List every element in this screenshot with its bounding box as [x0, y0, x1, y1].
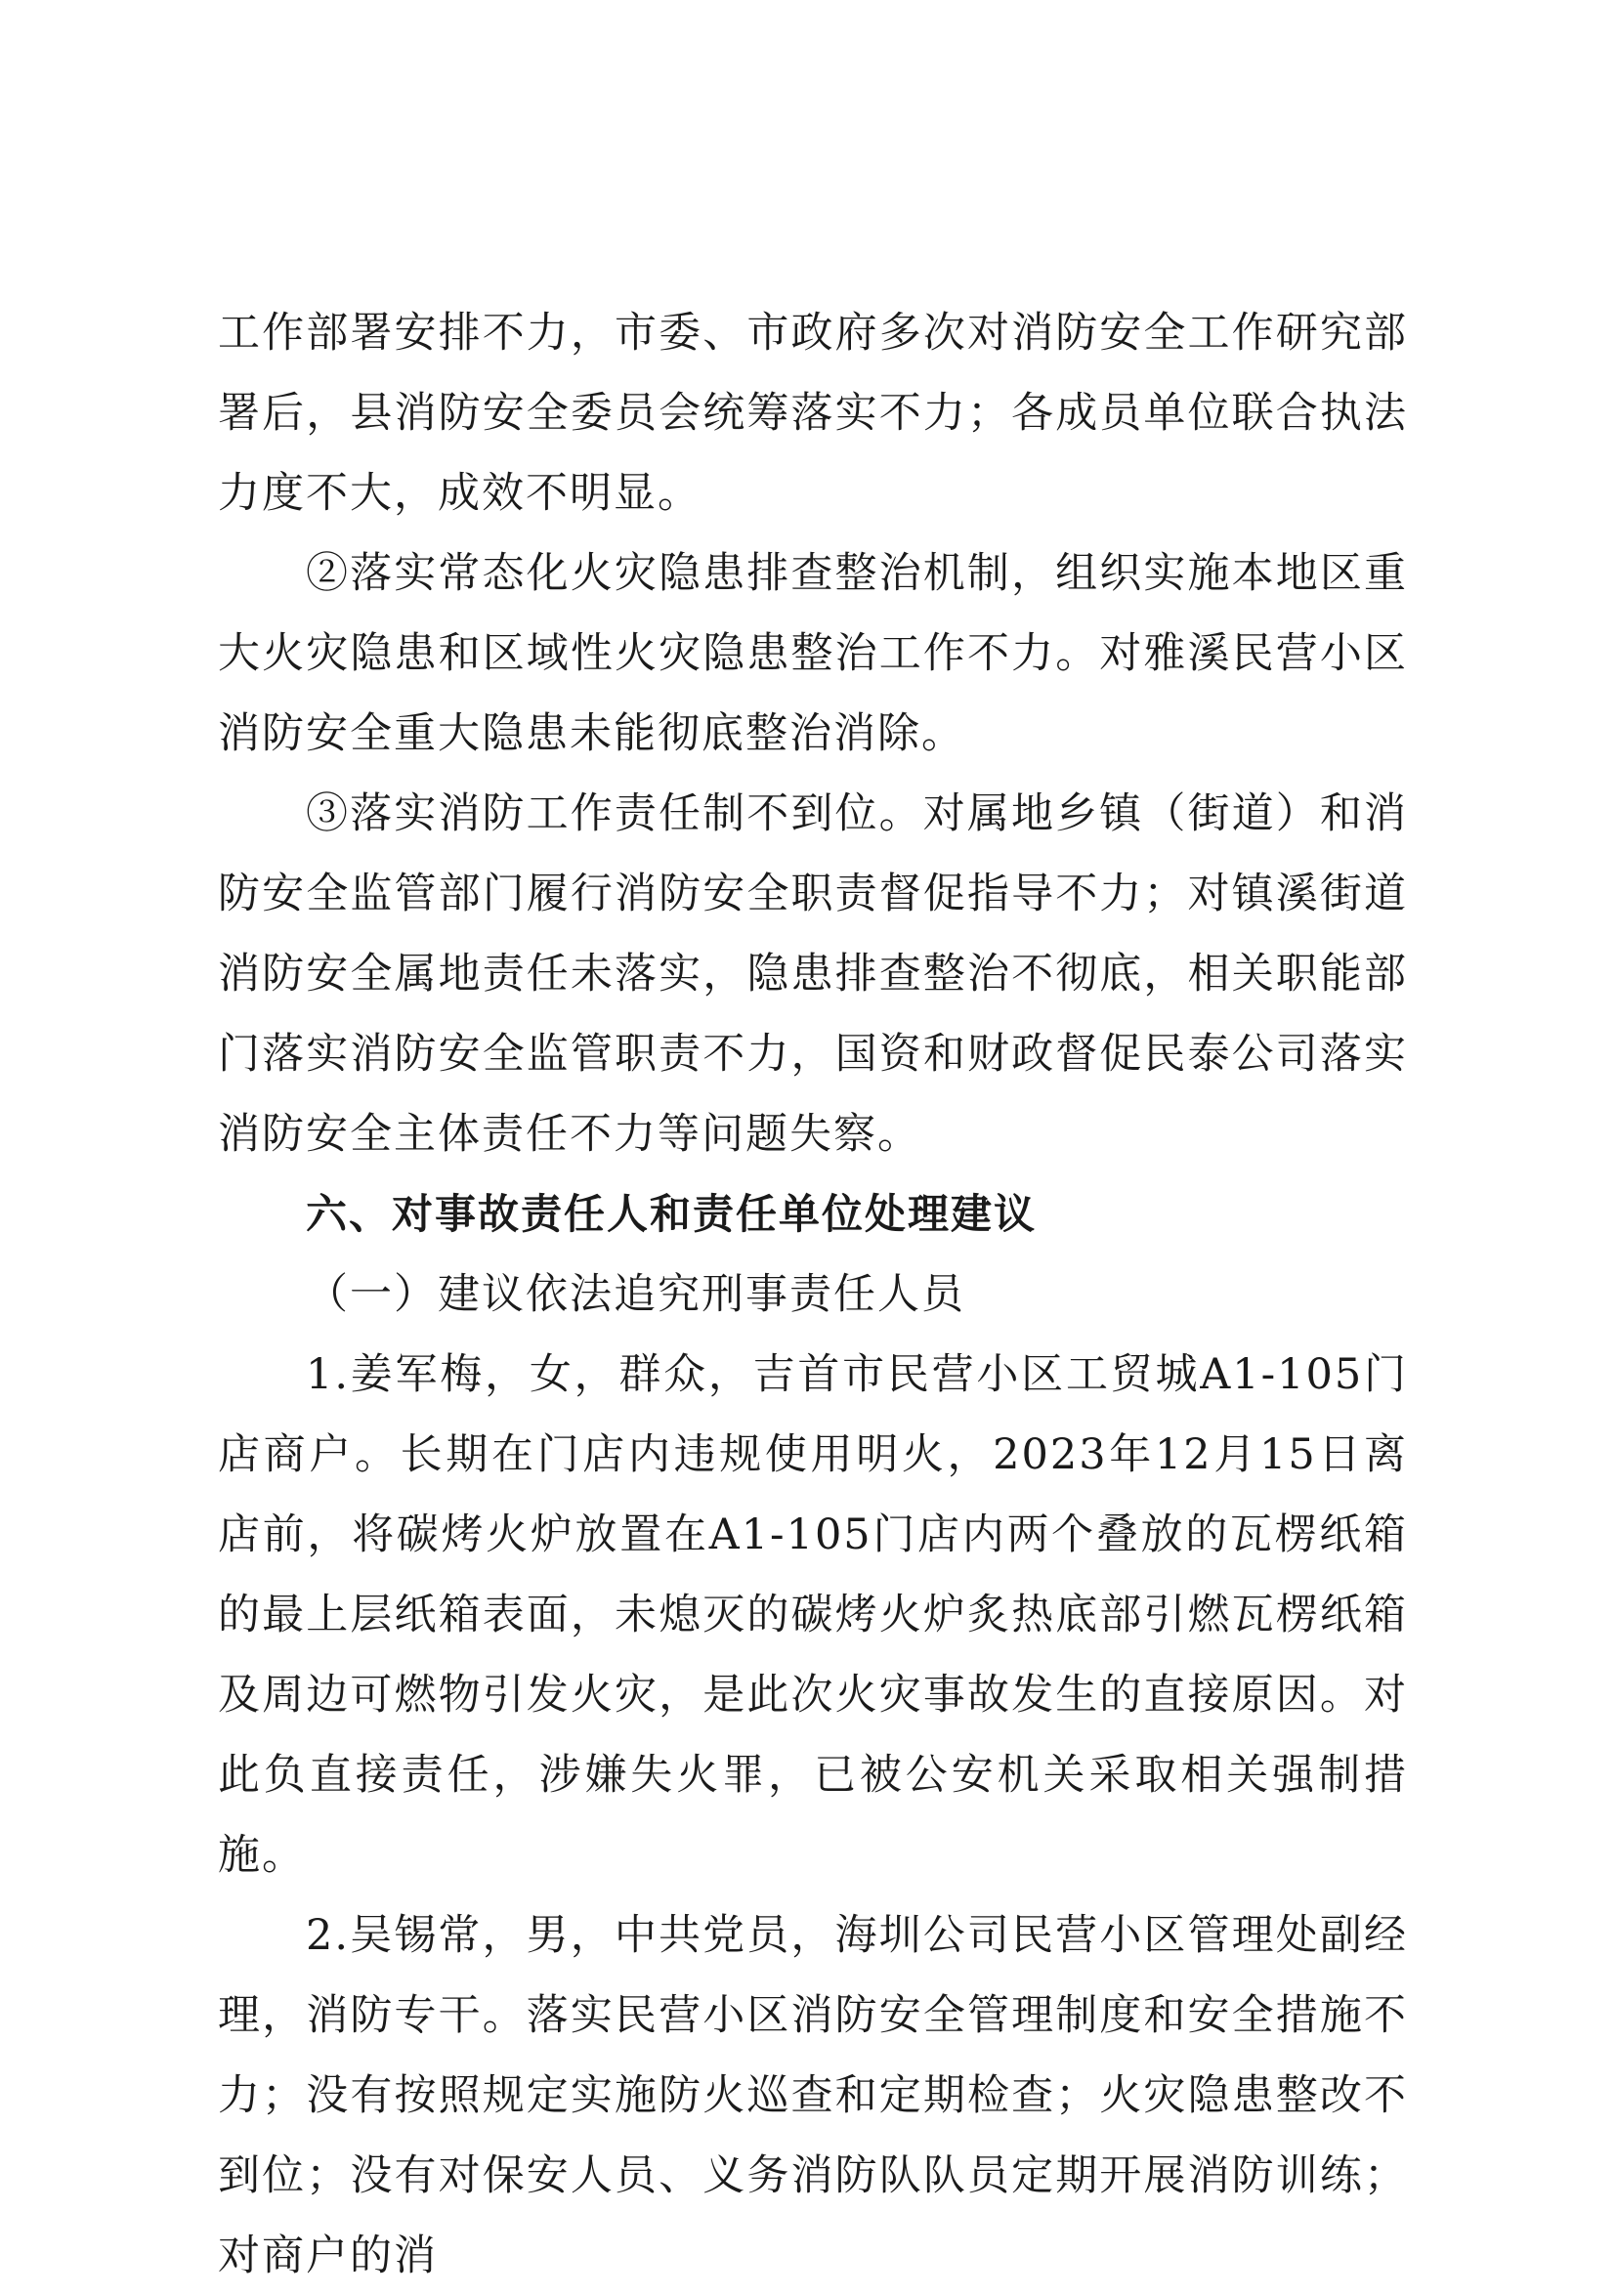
paragraph-item-3: ③落实消防工作责任制不到位。对属地乡镇（街道）和消防安全监管部门履行消防安全职责督促指导不力；对镇溪街道消防安全属地责任未落实，隐患排查整治不彻底，相关职能部门落实消防安全监管职责不力，国资和财政督促民泰公司落实消防安全主体责任不力等问题失察。: [218, 789, 1408, 1159]
section-heading: 六、对事故责任人和责任单位处理建议: [306, 1190, 1038, 1238]
paragraph-continuation: 工作部署安排不力，市委、市政府多次对消防安全工作研究部署后，县消防安全委员会统筹落实不力；各成员单位联合执法力度不大，成效不明显。: [218, 309, 1408, 518]
paragraph-person-2: 2.吴锡常，男，中共党员，海圳公司民营小区管理处副经理，消防专干。落实民营小区消防安全管理制度和安全措施不力；没有按照规定实施防火巡查和定期检查；火灾隐患整改不到位；没有对保安人员、义务消防队队员定期开展消防训练；对商户的消: [218, 1911, 1408, 2280]
paragraph-item-2: ②落实常态化火灾隐患排查整治机制，组织实施本地区重大火灾隐患和区域性火灾隐患整治工作不力。对雅溪民营小区消防安全重大隐患未能彻底整治消除。: [218, 549, 1408, 758]
subsection-heading: （一）建议依法追究刑事责任人员: [306, 1270, 965, 1319]
document-page: [218, 293, 1408, 2296]
paragraph-person-1: 1.姜军梅，女，群众，吉首市民营小区工贸城A1-105门店商户。长期在门店内违规使用明火，2023年12月15日离店前，将碳烤火炉放置在A1-105门店内两个叠放的瓦楞纸箱的最上层纸箱表面，未熄灭的碳烤火炉炙热底部引燃瓦楞纸箱及周边可燃物引发火灾，是此次火灾事故发生的直接原因。对此负直接责任，涉嫌失火罪，已被公安机关采取相关强制措施。: [218, 1350, 1408, 1880]
